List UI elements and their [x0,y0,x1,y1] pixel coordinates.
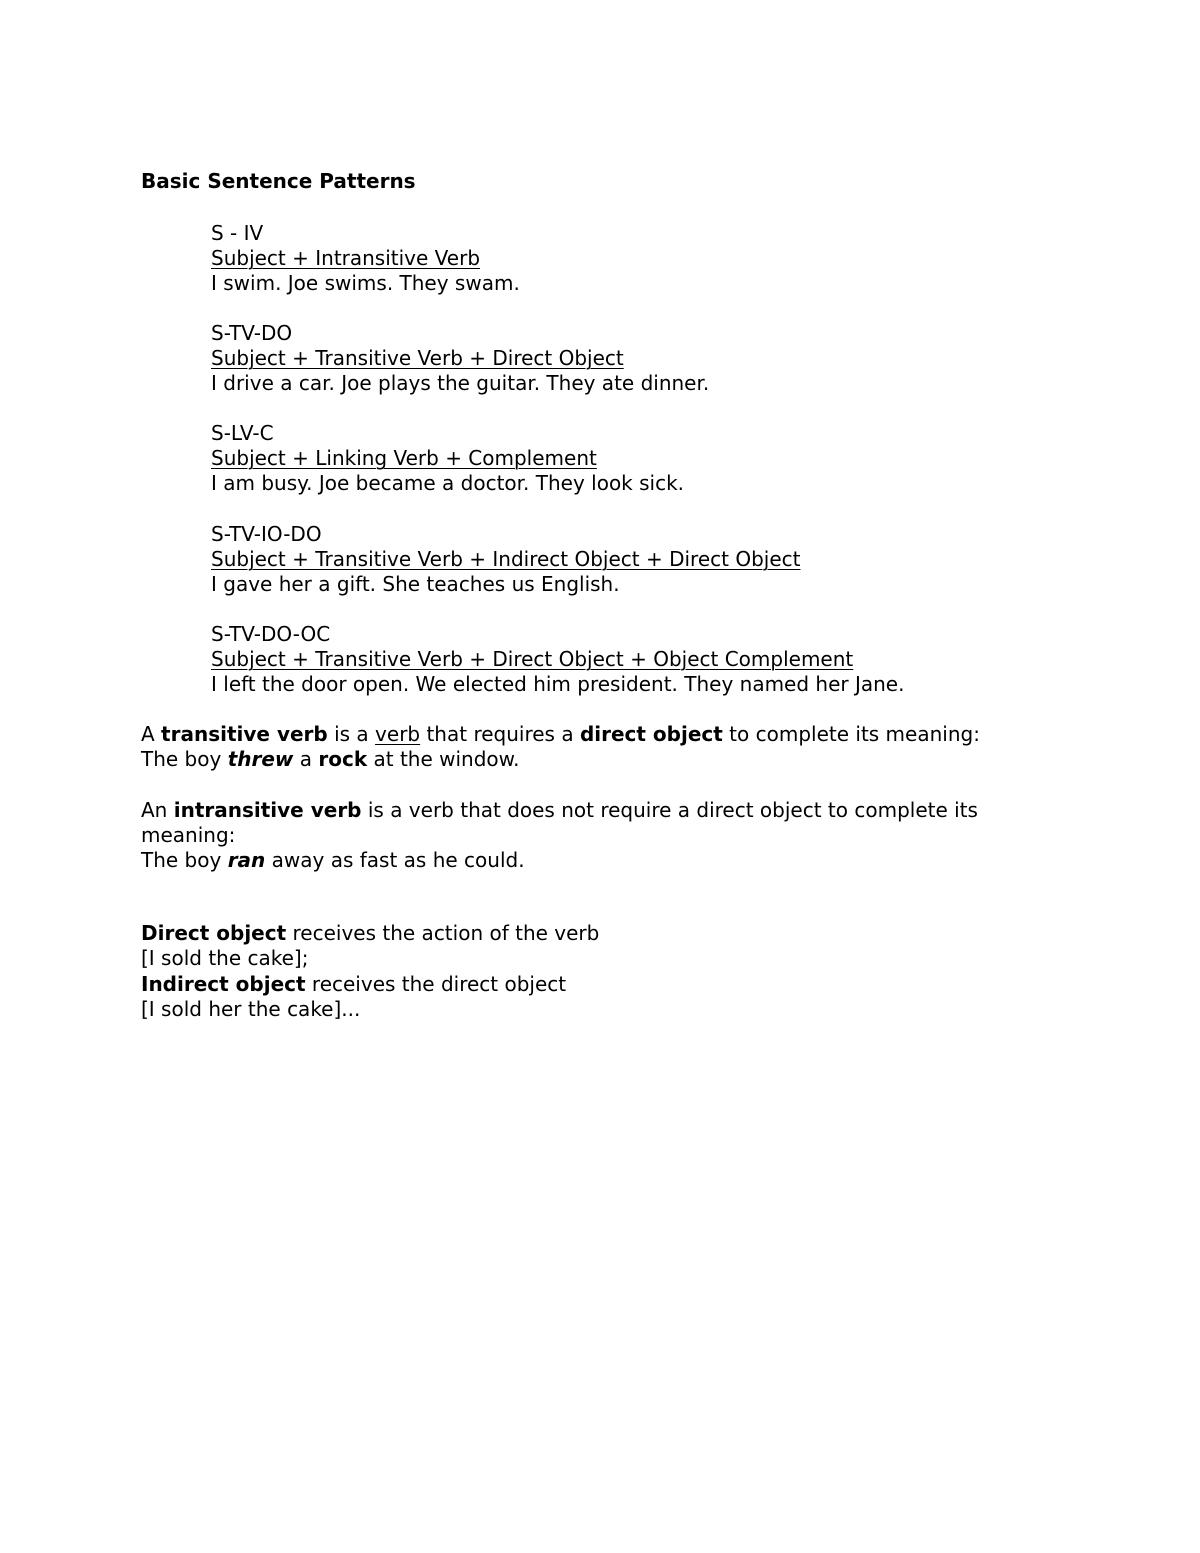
text-run: receives the action of the verb [286,921,600,945]
intransitive-verb-term: intransitive verb [173,798,362,822]
intransitive-example [141,848,525,873]
verb-link[interactable]: verb [375,722,421,746]
pattern-formula: Subject + Transitive Verb + Direct Object [211,346,624,370]
pattern-formula: Subject + Intransitive Verb [211,246,481,270]
indirect-object-example: [I sold her the cake]... [141,997,361,1021]
direct-object-term: Direct object [141,921,287,945]
pattern-code: S-TV-IO-DO [211,522,322,546]
document-title: Basic Sentence Patterns [141,169,416,193]
direct-object-term: direct object [579,722,723,746]
intransitive-definition-continued: meaning: [141,823,236,847]
text-run: A [141,722,162,746]
pattern-example: I gave her a gift. She teaches us English. [211,572,620,596]
example-verb: ran [227,848,266,872]
pattern-example: I drive a car. Joe plays the guitar. They ate dinner. [211,371,710,395]
text-run: is a verb that does not require a direct object to complete its [361,798,978,822]
direct-object-example: [I sold the cake]; [141,946,309,970]
text-run: The boy [141,848,228,872]
example-verb: threw [227,747,294,771]
text-run: The boy [141,747,228,771]
pattern-code: S - IV [211,221,264,245]
pattern-formula: Subject + Transitive Verb + Indirect Object + Direct Object [211,547,801,571]
transitive-verb-term: transitive verb [161,722,328,746]
text-run: to complete its meaning: [722,722,980,746]
transitive-definition [141,722,980,747]
intransitive-definition [141,798,978,823]
text-run: receives the direct object [305,972,567,996]
indirect-object-definition [141,972,566,997]
pattern-code: S-TV-DO-OC [211,622,331,646]
text-run: at the window. [367,747,520,771]
text-run: is a [327,722,376,746]
pattern-code: S-TV-DO [211,321,293,345]
pattern-example: I swim. Joe swims. They swam. [211,271,520,295]
pattern-example: I left the door open. We elected him president. They named her Jane. [211,672,905,696]
text-run: a [293,747,319,771]
pattern-formula: Subject + Linking Verb + Complement [211,446,597,470]
pattern-example: I am busy. Joe became a doctor. They look sick. [211,471,685,495]
direct-object-definition [141,921,599,946]
text-run: An [141,798,174,822]
text-run: away as fast as he could. [265,848,525,872]
indirect-object-term: Indirect object [141,972,306,996]
pattern-code: S-LV-C [211,421,274,445]
pattern-formula: Subject + Transitive Verb + Direct Object + Object Complement [211,647,854,671]
transitive-example [141,747,520,772]
example-object: rock [318,747,368,771]
text-run: that requires a [420,722,580,746]
